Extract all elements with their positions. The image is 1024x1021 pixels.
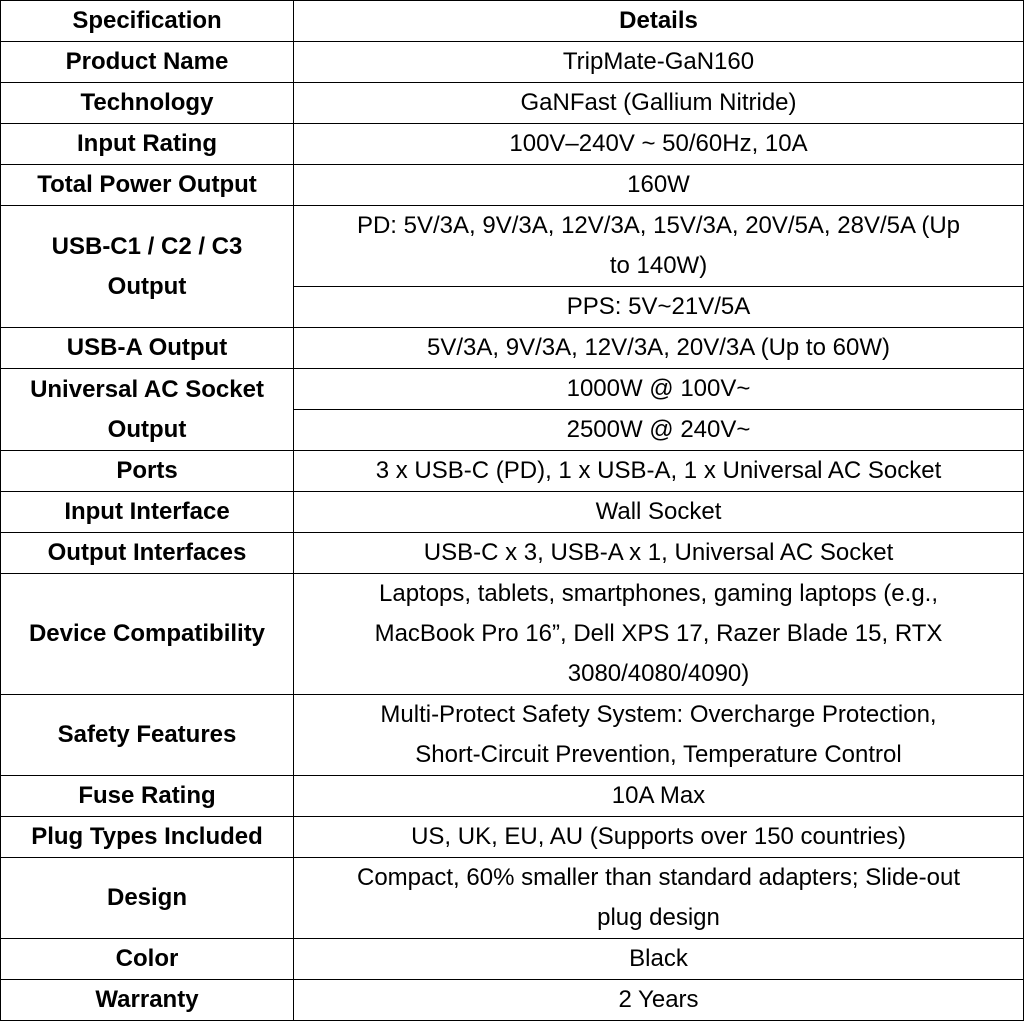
spec-value [294, 206, 1024, 287]
header-details: Details [294, 1, 1024, 42]
spec-key: Total Power Output [1, 165, 294, 206]
spec-value-line: Laptops, tablets, smartphones, gaming laptops (e.g., [379, 580, 938, 607]
spec-key-line: Output [107, 415, 187, 443]
table-row [1, 939, 1024, 980]
table-row [1, 695, 1024, 776]
table-row [1, 369, 1024, 410]
table-row [1, 858, 1024, 939]
spec-key: Color [1, 939, 294, 980]
table-row [1, 980, 1024, 1021]
spec-value-line: Short-Circuit Prevention, Temperature Control [415, 741, 902, 768]
spec-value-line: plug design [597, 904, 720, 931]
spec-value-line: 2 Years [618, 986, 699, 1013]
table-row [1, 42, 1024, 83]
spec-key: Device Compatibility [1, 574, 294, 695]
table-body [1, 42, 1024, 1021]
spec-value [294, 939, 1024, 980]
spec-key: Design [1, 858, 294, 939]
spec-value-line: MacBook Pro 16”, Dell XPS 17, Razer Blade 15, RTX [374, 620, 943, 647]
spec-value-line: Wall Socket [595, 498, 722, 525]
table-row [1, 451, 1024, 492]
spec-value-line: 160W [627, 171, 690, 198]
spec-value-line: 100V–240V ~ 50/60Hz, 10A [509, 130, 808, 157]
header-specification: Specification [1, 1, 294, 42]
spec-key: Product Name [1, 42, 294, 83]
spec-value [294, 165, 1024, 206]
spec-key-line: Universal AC Socket [30, 375, 264, 403]
spec-value-line: 10A Max [611, 782, 706, 809]
spec-value-line: GaNFast (Gallium Nitride) [520, 89, 797, 116]
spec-key [1, 206, 294, 328]
spec-key: USB-A Output [1, 328, 294, 369]
spec-value-line: TripMate-GaN160 [562, 48, 755, 75]
spec-value [294, 858, 1024, 939]
spec-value [294, 124, 1024, 165]
table-row [1, 492, 1024, 533]
spec-value-line: 5V/3A, 9V/3A, 12V/3A, 20V/3A (Up to 60W) [427, 334, 890, 361]
spec-value-line: PPS: 5V~21V/5A [566, 293, 751, 320]
spec-value [294, 776, 1024, 817]
spec-value [294, 287, 1024, 328]
spec-key: Output Interfaces [1, 533, 294, 574]
spec-key: Ports [1, 451, 294, 492]
spec-key-line: USB-C1 / C2 / C3 [51, 232, 243, 260]
spec-key: Safety Features [1, 695, 294, 776]
spec-key: Input Interface [1, 492, 294, 533]
table-row [1, 533, 1024, 574]
table-row [1, 83, 1024, 124]
spec-value-line: USB-C x 3, USB-A x 1, Universal AC Socket [423, 539, 894, 566]
spec-value-line: Multi-Protect Safety System: Overcharge Protection, [380, 701, 937, 728]
spec-value-line: 3 x USB-C (PD), 1 x USB-A, 1 x Universal AC Socket [375, 457, 942, 484]
table-row [1, 206, 1024, 287]
spec-value [294, 369, 1024, 410]
spec-key: Fuse Rating [1, 776, 294, 817]
table-row [1, 165, 1024, 206]
table-row [1, 817, 1024, 858]
spec-value [294, 83, 1024, 124]
spec-key: Technology [1, 83, 294, 124]
table-header-row [1, 1, 1024, 42]
spec-value [294, 574, 1024, 695]
spec-key-line: Output [107, 272, 187, 300]
spec-key: Input Rating [1, 124, 294, 165]
spec-key: Warranty [1, 980, 294, 1021]
table-row [1, 124, 1024, 165]
spec-value [294, 695, 1024, 776]
spec-value [294, 410, 1024, 451]
spec-value [294, 42, 1024, 83]
spec-value-line: 1000W @ 100V~ [566, 375, 751, 402]
spec-value [294, 328, 1024, 369]
spec-value-line: 2500W @ 240V~ [566, 416, 751, 443]
spec-value [294, 817, 1024, 858]
table-row [1, 574, 1024, 695]
table-row [1, 328, 1024, 369]
spec-value-line: PD: 5V/3A, 9V/3A, 12V/3A, 15V/3A, 20V/5A, 28V/5A (Up [356, 212, 961, 239]
spec-key [1, 369, 294, 451]
spec-value-line: to 140W) [609, 252, 708, 279]
spec-key: Plug Types Included [1, 817, 294, 858]
table-row [1, 776, 1024, 817]
spec-value-line: US, UK, EU, AU (Supports over 150 countries) [411, 823, 906, 850]
spec-value-line: Black [629, 945, 688, 972]
spec-value [294, 980, 1024, 1021]
spec-value [294, 451, 1024, 492]
spec-value [294, 492, 1024, 533]
spec-value-line: 3080/4080/4090) [567, 660, 750, 687]
spec-value-line: Compact, 60% smaller than standard adapters; Slide-out [357, 864, 960, 891]
spec-value [294, 533, 1024, 574]
